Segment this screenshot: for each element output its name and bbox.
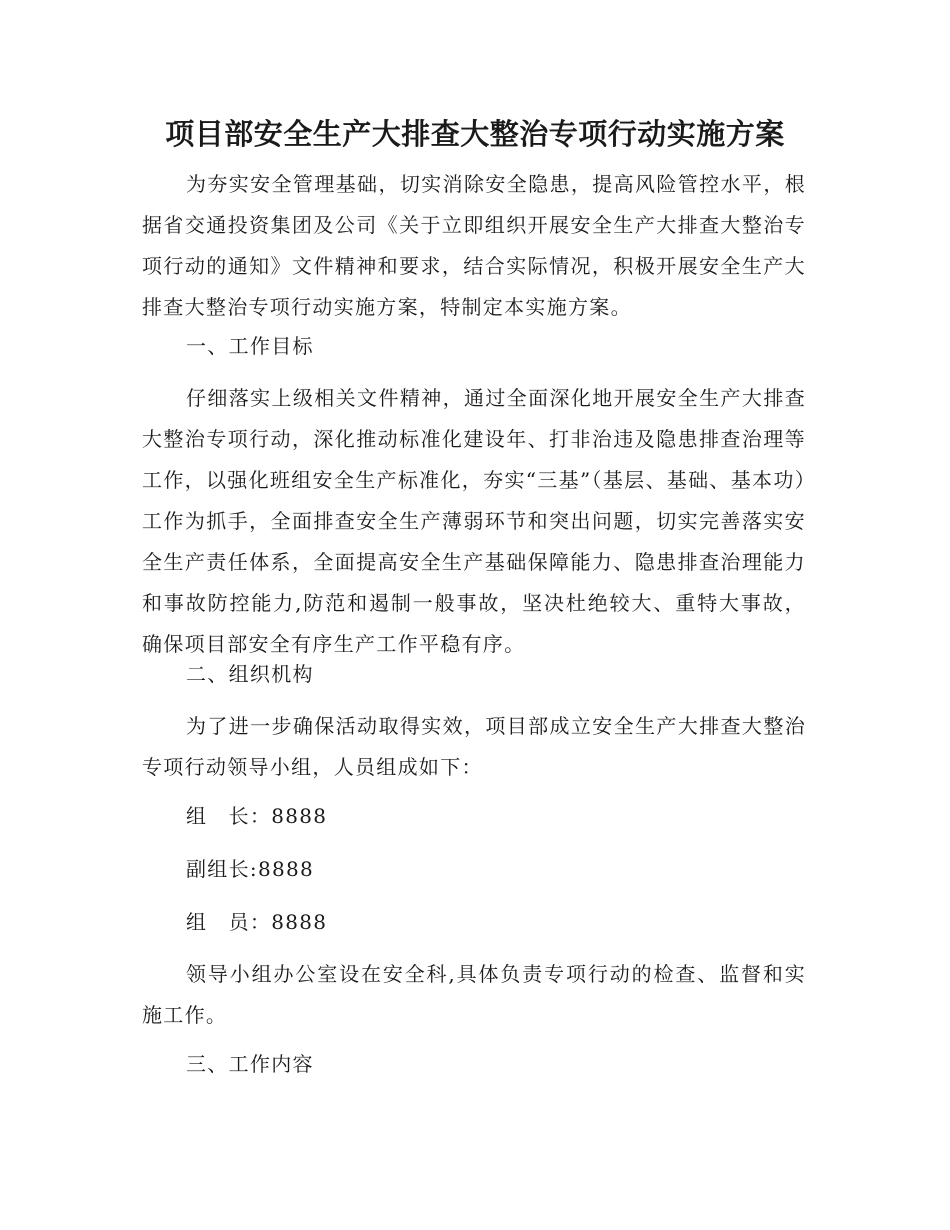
goals-paragraph: 仔细落实上级相关文件精神，通过全面深化地开展安全生产大排查大整治专项行动，深化推动标准化建设年、打非治违及隐患排查治理等工作，以强化班组安全生产标准化，夯实“三基”（基层、基础、基本功）工作为抓手，全面排查安全生产薄弱环节和突出问题，切实完善落实安全生产责任体系，全面提高安全生产基础保障能力、隐患排查治理能力和事故防控能力,防范和遏制一般事故，坚决杜绝较大、重特大事故，确保项目部安全有序生产工作平稳有序。 [142,386,806,656]
section-heading-content: 三、工作内容 [186,1052,314,1076]
members-line: 组 员：8888 [186,910,328,934]
office-paragraph: 领导小组办公室设在安全科,具体负责专项行动的检查、监督和实施工作。 [142,962,806,1027]
leader-line: 组 长：8888 [186,804,328,828]
deputy-leader-line: 副组长:8888 [186,857,315,881]
document-title: 项目部安全生产大排查大整治专项行动实施方案 [165,117,785,151]
intro-paragraph: 为夯实安全管理基础，切实消除安全隐患，提高风险管控水平，根据省交通投资集团及公司《关于立即组织开展安全生产大排查大整治专项行动的通知》文件精神和要求，结合实际情况，积极开展安全生产大排查大整治专项行动实施方案，特制定本实施方案。 [142,172,806,319]
section-heading-goals: 一、工作目标 [186,334,314,358]
organization-paragraph: 为了进一步确保活动取得实效，项目部成立安全生产大排查大整治专项行动领导小组，人员组成如下： [142,714,806,779]
section-heading-organization: 二、组织机构 [186,662,314,686]
